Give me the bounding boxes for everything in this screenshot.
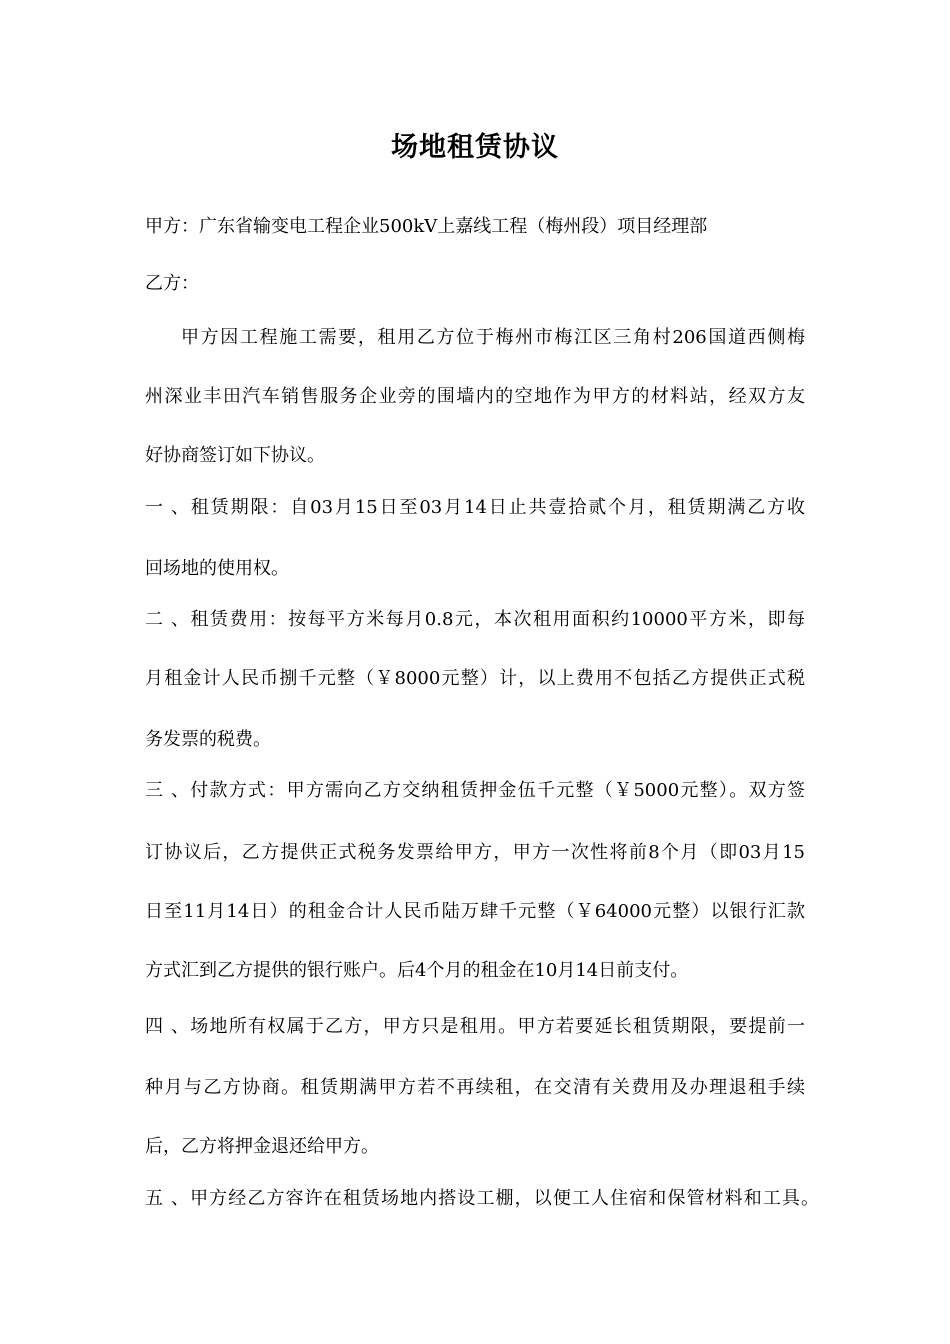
intro-line: 州深业丰田汽车销售服务企业旁的围墙内的空地作为甲方的材料站，经双方友 — [145, 386, 805, 407]
clause-text: 场地所有权属于乙方，甲方只是租用。甲方若要延长租赁期限，要提前一 — [189, 1016, 805, 1037]
clause-5-line — [145, 1185, 819, 1213]
clause-2-line: 月租金计人民币捌千元整（￥8000元整）计，以上费用不包括乙方提供正式税 — [145, 668, 805, 689]
clause-number: 四、 — [145, 1016, 189, 1037]
clause-number: 一、 — [145, 497, 189, 518]
clause-1-line — [145, 494, 805, 522]
clause-text: 租赁费用：按每平方米每月0.8元，本次租用面积约10000平方米，即每 — [189, 609, 805, 630]
clause-4-line: 后，乙方将押金退还给甲方。 — [145, 1136, 379, 1157]
clause-2-line — [145, 606, 805, 634]
party-b-line: 乙方： — [145, 273, 199, 294]
clause-1-line: 回场地的使用权。 — [145, 558, 289, 579]
clause-3-line — [145, 777, 805, 805]
clause-4-line: 种月与乙方协商。租赁期满甲方若不再续租，在交清有关费用及办理退租手续 — [145, 1077, 805, 1098]
intro-line: 甲方因工程施工需要，租用乙方位于梅州市梅江区三角村206国道西侧梅 — [181, 327, 805, 348]
document-title: 场地租赁协议 — [391, 132, 559, 163]
intro-line: 好协商签订如下协议。 — [145, 445, 325, 466]
clause-number: 二、 — [145, 609, 189, 630]
clause-3-line: 方式汇到乙方提供的银行账户。后4个月的租金在10月14日前支付。 — [145, 960, 689, 981]
clause-text: 租赁期限：自03月15日至03月14日止共壹拾贰个月，租赁期满乙方收 — [189, 497, 805, 518]
clause-3-line: 日至11月14日）的租金合计人民币陆万肆千元整（￥64000元整）以银行汇款 — [145, 901, 805, 922]
clause-number: 三、 — [145, 780, 189, 801]
clause-3-line: 订协议后，乙方提供正式税务发票给甲方，甲方一次性将前8个月（即03月15 — [145, 842, 805, 863]
clause-number: 五、 — [145, 1188, 189, 1209]
clause-text: 付款方式：甲方需向乙方交纳租赁押金伍千元整（￥5000元整）。双方签 — [189, 780, 805, 801]
clause-2-line: 务发票的税费。 — [145, 729, 271, 750]
clause-4-line — [145, 1013, 805, 1041]
party-a-line: 甲方：广东省输变电工程企业500kV上嘉线工程（梅州段）项目经理部 — [145, 216, 708, 237]
clause-text: 甲方经乙方容许在租赁场地内搭设工棚，以便工人住宿和保管材料和工具。 — [189, 1188, 819, 1209]
